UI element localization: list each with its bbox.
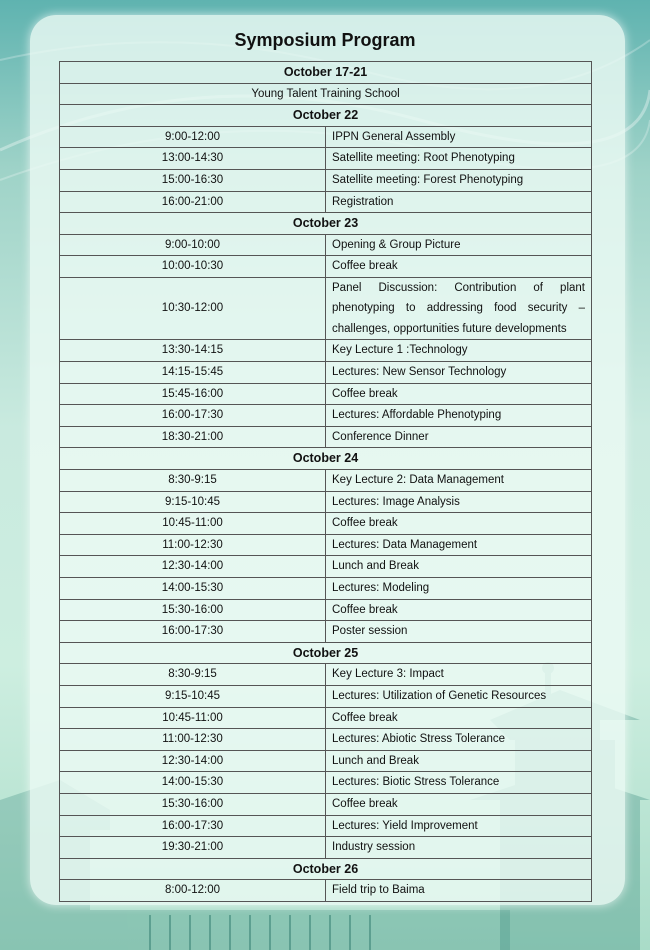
table-row — [60, 815, 592, 837]
day-header: October 17-21 — [60, 62, 592, 84]
session-event: IPPN General Assembly — [326, 126, 592, 148]
session-event: Lectures: Data Management — [326, 534, 592, 556]
session-time: 16:00-17:30 — [60, 621, 326, 643]
table-row — [60, 534, 592, 556]
session-event: Lectures: Image Analysis — [326, 491, 592, 513]
table-row — [60, 793, 592, 815]
pre-event-name: Young Talent Training School — [60, 83, 592, 105]
table-row — [60, 837, 592, 859]
day-header-row — [60, 105, 592, 127]
session-event: Lectures: Utilization of Genetic Resources — [326, 685, 592, 707]
day-header: October 25 — [60, 642, 592, 664]
day-header: October 22 — [60, 105, 592, 127]
session-time: 10:45-11:00 — [60, 513, 326, 535]
session-event: Lectures: Abiotic Stress Tolerance — [326, 729, 592, 751]
table-row — [60, 685, 592, 707]
day-header-row — [60, 858, 592, 880]
program-table-body — [60, 62, 592, 902]
table-row — [60, 277, 592, 340]
pre-event-row — [60, 83, 592, 105]
session-event: Lunch and Break — [326, 556, 592, 578]
session-time: 13:30-14:15 — [60, 340, 326, 362]
session-time: 8:30-9:15 — [60, 470, 326, 492]
session-event: Lectures: Modeling — [326, 577, 592, 599]
table-row — [60, 707, 592, 729]
page-title: Symposium Program — [234, 30, 416, 50]
day-header-row — [60, 62, 592, 84]
session-time: 18:30-21:00 — [60, 426, 326, 448]
session-event: Coffee break — [326, 793, 592, 815]
table-row — [60, 556, 592, 578]
table-row — [60, 126, 592, 148]
session-event: Key Lecture 3: Impact — [326, 664, 592, 686]
session-event: Key Lecture 1 :Technology — [326, 340, 592, 362]
session-time: 15:45-16:00 — [60, 383, 326, 405]
day-header-row — [60, 448, 592, 470]
session-event: Coffee break — [326, 513, 592, 535]
session-time: 19:30-21:00 — [60, 837, 326, 859]
session-event: Coffee break — [326, 707, 592, 729]
table-row — [60, 234, 592, 256]
session-event: Satellite meeting: Root Phenotyping — [326, 148, 592, 170]
program-table — [59, 61, 592, 902]
session-event: Panel Discussion: Contribution of plant phenotyping to addressing food security –challenges, opportunities future developments — [326, 277, 592, 340]
session-time: 10:45-11:00 — [60, 707, 326, 729]
day-header-row — [60, 642, 592, 664]
table-row — [60, 383, 592, 405]
table-row — [60, 772, 592, 794]
table-row — [60, 470, 592, 492]
session-time: 16:00-17:30 — [60, 405, 326, 427]
session-time: 12:30-14:00 — [60, 556, 326, 578]
day-header-row — [60, 213, 592, 235]
table-row — [60, 750, 592, 772]
table-row — [60, 256, 592, 278]
session-time: 14:15-15:45 — [60, 362, 326, 384]
session-time: 15:00-16:30 — [60, 169, 326, 191]
session-time: 8:00-12:00 — [60, 880, 326, 902]
session-time: 10:00-10:30 — [60, 256, 326, 278]
session-time: 9:15-10:45 — [60, 491, 326, 513]
session-event: Coffee break — [326, 383, 592, 405]
session-event: Lectures: Yield Improvement — [326, 815, 592, 837]
day-header: October 23 — [60, 213, 592, 235]
session-event: Opening & Group Picture — [326, 234, 592, 256]
session-time: 11:00-12:30 — [60, 534, 326, 556]
table-row — [60, 664, 592, 686]
session-time: 14:00-15:30 — [60, 772, 326, 794]
table-row — [60, 577, 592, 599]
session-time: 8:30-9:15 — [60, 664, 326, 686]
session-time: 9:00-12:00 — [60, 126, 326, 148]
session-event: Lectures: New Sensor Technology — [326, 362, 592, 384]
table-row — [60, 362, 592, 384]
session-event: Satellite meeting: Forest Phenotyping — [326, 169, 592, 191]
session-time: 16:00-17:30 — [60, 815, 326, 837]
session-time: 10:30-12:00 — [60, 277, 326, 340]
session-event: Poster session — [326, 621, 592, 643]
table-row — [60, 729, 592, 751]
session-event: Field trip to Baima — [326, 880, 592, 902]
session-time: 9:00-10:00 — [60, 234, 326, 256]
session-time: 15:30-16:00 — [60, 599, 326, 621]
table-row — [60, 491, 592, 513]
day-header: October 24 — [60, 448, 592, 470]
session-time: 15:30-16:00 — [60, 793, 326, 815]
session-event: Registration — [326, 191, 592, 213]
session-event: Key Lecture 2: Data Management — [326, 470, 592, 492]
session-time: 13:00-14:30 — [60, 148, 326, 170]
table-row — [60, 405, 592, 427]
table-row — [60, 599, 592, 621]
table-row — [60, 340, 592, 362]
session-event: Industry session — [326, 837, 592, 859]
day-header: October 26 — [60, 858, 592, 880]
table-row — [60, 880, 592, 902]
session-time: 16:00-21:00 — [60, 191, 326, 213]
table-row — [60, 169, 592, 191]
session-time: 12:30-14:00 — [60, 750, 326, 772]
session-event: Coffee break — [326, 256, 592, 278]
session-time: 14:00-15:30 — [60, 577, 326, 599]
table-row — [60, 621, 592, 643]
session-event: Lunch and Break — [326, 750, 592, 772]
session-event: Conference Dinner — [326, 426, 592, 448]
table-row — [60, 513, 592, 535]
table-row — [60, 191, 592, 213]
session-event: Lectures: Affordable Phenotyping — [326, 405, 592, 427]
table-row — [60, 148, 592, 170]
table-row — [60, 426, 592, 448]
session-event: Lectures: Biotic Stress Tolerance — [326, 772, 592, 794]
session-time: 9:15-10:45 — [60, 685, 326, 707]
session-event: Coffee break — [326, 599, 592, 621]
session-time: 11:00-12:30 — [60, 729, 326, 751]
